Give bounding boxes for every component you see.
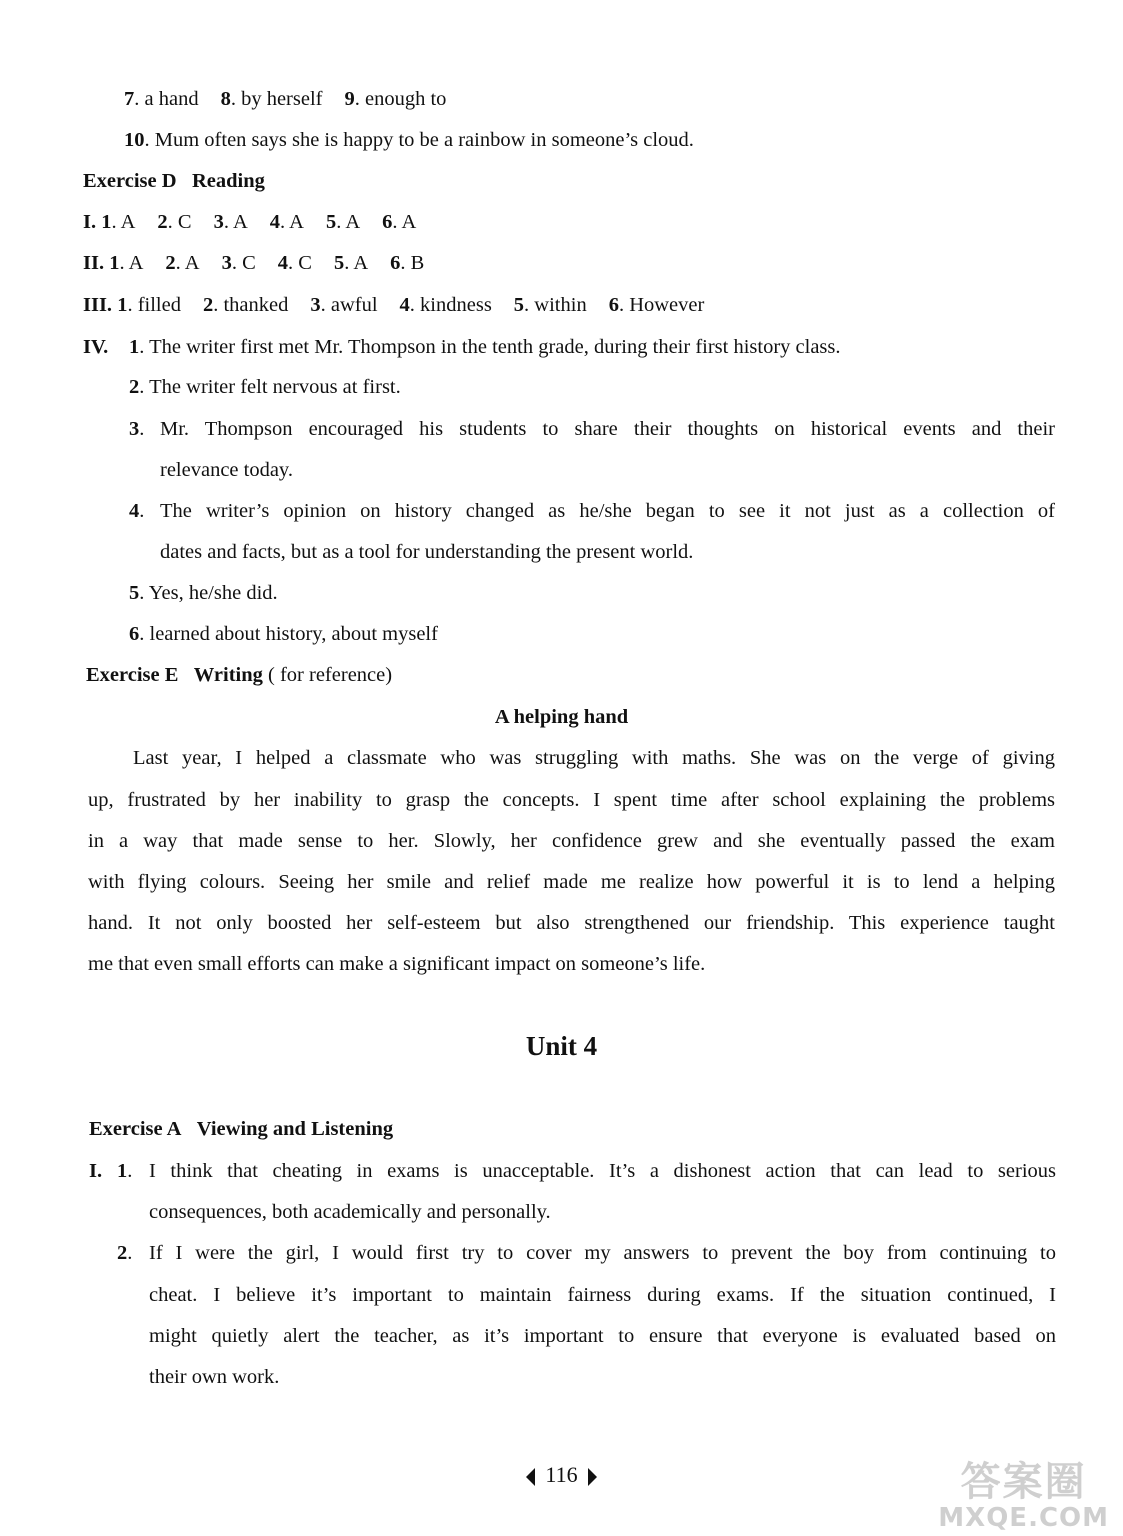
watermark — [938, 1460, 1109, 1532]
section-iv-answer-1: 1. The writer first met Mr. Thompson in the tenth grade, during their first history class. — [129, 336, 841, 358]
essay-line-3: in a way that made sense to her. Slowly, her confidence grew and she eventually passed the exam — [88, 830, 1055, 852]
exercise-d-heading: Exercise D Reading — [83, 170, 265, 192]
exercise-a-heading: Exercise A Viewing and Listening — [89, 1118, 394, 1140]
section-iv-answer-3-line1: Mr. Thompson encouraged his students to share their thoughts on historical events and their — [160, 418, 1055, 440]
watermark-url: MXQE.COM — [938, 1503, 1109, 1533]
exercise-a-answer-2-line2: cheat. I believe it’s important to maintain fairness during exams. If the situation continued, I — [149, 1284, 1056, 1306]
essay-line-2: up, frustrated by her inability to grasp the concepts. I spent time after school explaining the problems — [88, 789, 1055, 811]
section-iv-answer-3-num: 3. — [129, 418, 145, 440]
exercise-a-answer-1-line2: consequences, both academically and personally. — [149, 1201, 551, 1223]
essay-line-6: me that even small efforts can make a significant impact on someone’s life. — [88, 953, 706, 975]
section-iv-answer-6: 6. learned about history, about myself — [129, 623, 438, 645]
section-iv-answer-4-line2: dates and facts, but as a tool for understanding the present world. — [160, 541, 694, 563]
exercise-a-answer-2-line3: might quietly alert the teacher, as it’s important to ensure that everyone is evaluated based on — [149, 1325, 1056, 1347]
section-iii-answers: III. 1. filled 2. thanked 3. awful 4. kindness 5. within 6. However — [83, 294, 705, 316]
exercise-a-answer-1-line1: I think that cheating in exams is unacceptable. It’s a dishonest action that can lead to serious — [149, 1160, 1056, 1182]
exercise-a-answer-1-num: 1. — [117, 1160, 133, 1182]
exercise-a-answer-2-line4: their own work. — [149, 1366, 280, 1388]
watermark-logo-text: 答案圈 — [960, 1459, 1087, 1505]
essay-title: A helping hand — [494, 706, 629, 728]
left-arrow-icon — [526, 1468, 535, 1486]
exercise-e-heading: Exercise E Writing ( for reference) — [86, 664, 393, 686]
answer-row-7-9: 7. a hand 8. by herself 9. enough to — [124, 88, 447, 110]
exercise-a-section-i: I. — [89, 1160, 103, 1182]
essay-line-4: with flying colours. Seeing her smile and relief made me realize how powerful it is to lend a helping — [88, 871, 1055, 893]
section-iv-answer-4-line1: The writer’s opinion on history changed as he/she began to see it not just as a collection of — [160, 500, 1055, 522]
section-i-answers: I. 1. A 2. C 3. A 4. A 5. A 6. A — [83, 211, 417, 233]
unit-title: Unit 4 — [525, 1031, 598, 1061]
section-iv-answer-5: 5. Yes, he/she did. — [129, 582, 278, 604]
exercise-a-answer-2-line1: If I were the girl, I would first try to cover my answers to prevent the boy from continuing to — [149, 1242, 1056, 1264]
essay-line-5: hand. It not only boosted her self-esteem but also strengthened our friendship. This experience taught — [88, 912, 1055, 934]
right-arrow-icon — [588, 1468, 597, 1486]
section-iv-label: IV. — [83, 336, 109, 358]
essay-line-1: Last year, I helped a classmate who was struggling with maths. She was on the verge of giving — [133, 747, 1055, 769]
section-iv-answer-4-num: 4. — [129, 500, 145, 522]
section-iv-answer-2: 2. The writer felt nervous at first. — [129, 376, 401, 398]
answer-row-10: 10. Mum often says she is happy to be a rainbow in someone’s cloud. — [124, 129, 694, 151]
section-iv-answer-3-line2: relevance today. — [160, 459, 293, 481]
page-number: 116 — [0, 1462, 1123, 1488]
section-ii-answers: II. 1. A 2. A 3. C 4. C 5. A 6. B — [83, 252, 425, 274]
exercise-a-answer-2-num: 2. — [117, 1242, 133, 1264]
